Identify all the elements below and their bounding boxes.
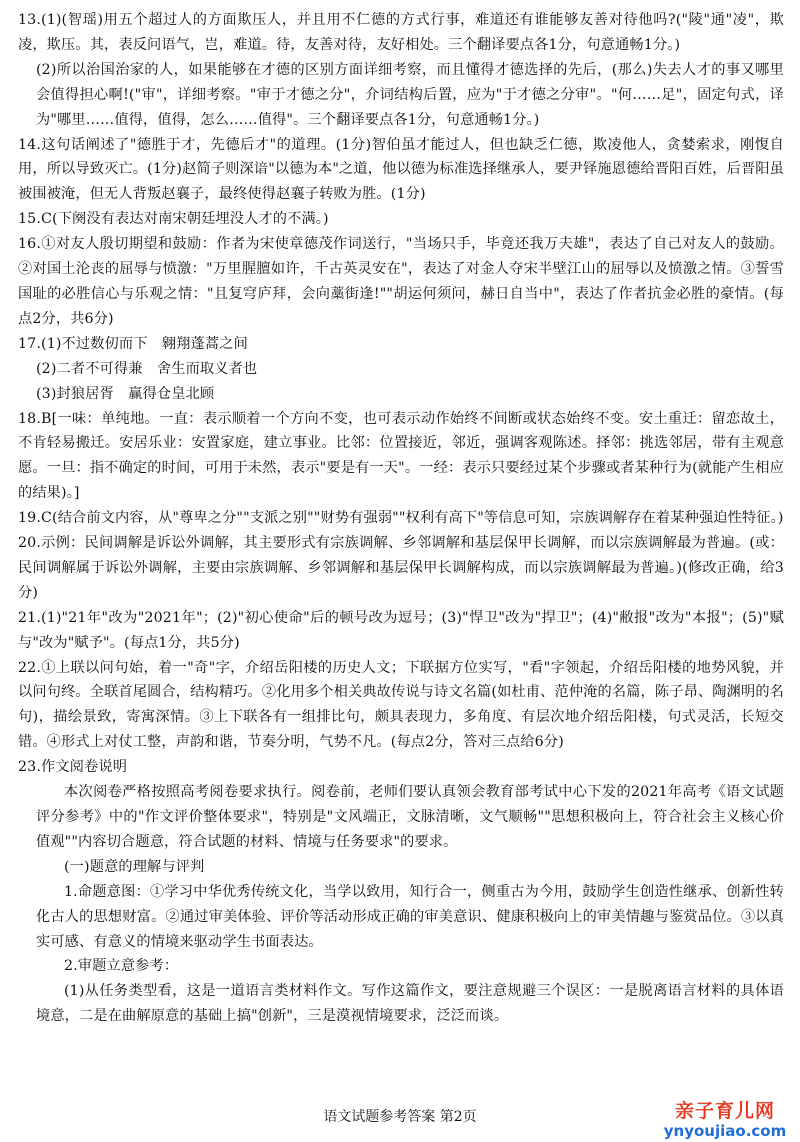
answer-paragraph: 20.示例：民间调解是诉讼外调解，其主要形式有宗族调解、乡邻调解和基层保甲长调解，而以宗族调解最为普遍。(或：民间调解属于诉讼外调解，主要由宗族调解、乡邻调解和基层保甲长调解构成，而以宗族调解最为普遍。)(修改正确，给3分) (18, 535, 784, 601)
answer-paragraph: 2.审题立意参考： (64, 958, 179, 975)
answer-paragraph: 1.命题意图：①学习中华优秀传统文化，当学以致用，知行合一，侧重古为今用，鼓励学生创造性继承、创新性转化古人的思想财富。②通过审美体验、评价等活动形成正确的审美意识、健康积极向上的审美情趣与鉴赏品位。③以真实可感、有意义的情境来驱动学生书面表达。 (36, 883, 784, 950)
answer-paragraph: 16.①对友人殷切期望和鼓励：作者为宋使章德茂作词送行，"当场只手，毕竟还我万夫雄"，表达了自己对友人的鼓励。②对国土沦丧的屈辱与愤激："万里腥膻如许，千古英灵安在"，表达了对金人夺宋半壁江山的屈辱以及愤激之情。③誓雪国耻的必胜信心与乐观之情："且复穹庐拜，会向藁街逢!""胡运何须问，赫日自当中"，表达了作者抗金必胜的豪情。(每点2分，共6分) (18, 236, 784, 327)
answer-paragraph: 19.C(结合前文内容，从"尊卑之分""支派之别""财势有强弱""权利有高下"等信息可知，宗族调解存在着某种强迫性特征。) (18, 510, 784, 527)
answer-paragraph: 23.作文阅卷说明 (18, 759, 128, 776)
answer-paragraph: (2)所以治国治家的人，如果能够在才德的区别方面详细考察，而且懂得才德选择的先后，(那么)失去人才的事又哪里会值得担心啊!("审"，详细考察。"审于才德之分"，介词结构后置，应为"于才德之分审"。"何……足"，固定句式，译为"哪里……值得，值得，怎么……值得"。三个翻译要点各1分，句意通畅1分。) (36, 61, 784, 128)
answer-paragraph: (3)封狼居胥 赢得仓皇北顾 (36, 385, 215, 402)
answer-paragraph: 18.B[一味：单纯地。一直：表示顺着一个方向不变，也可表示动作始终不间断或状态始终不变。安土重迁：留恋故土，不肯轻易搬迁。安居乐业：安置家庭，建立事业。比邻：位置接近，邻近，强调客观陈述。择邻：挑选邻居，带有主观意愿。一旦：指不确定的时间，可用于未然，表示"要是有一天"。一经：表示只要经过某个步骤或者某种行为(就能产生相应的结果)。] (18, 410, 784, 502)
watermark-url: ynyoujiao.com (663, 1122, 787, 1140)
answer-paragraph: (2)二者不可得兼 舍生而取义者也 (36, 360, 258, 377)
answer-paragraph: 21.(1)"21年"改为"2021年"；(2)"初心使命"后的顿号改为逗号；(3)"悍卫"改为"捍卫"；(4)"敝报"改为"本报"；(5)"赋与"改为"赋予"。(每点1分，共5分) (18, 609, 784, 651)
answer-paragraph: 本次阅卷严格按照高考阅卷要求执行。阅卷前，老师们要认真领会教育部考试中心下发的2021年高考《语文试题评分参考》中的"作文评价整体要求"，特别是"文风端正，文脉清晰，文气顺畅""思想积极向上，符合社会主义核心价值观""内容切合题意，符合试题的材料、情境与任务要求"的要求。 (36, 784, 784, 850)
answer-paragraph: (1)从任务类型看，这是一道语言类材料作文。写作这篇作文，要注意规避三个误区：一是脱离语言材料的具体语境意，二是在曲解原意的基础上搞"创新"，三是漠视情境要求，泛泛而谈。 (36, 983, 784, 1025)
answer-paragraph: 15.C(下阕没有表达对南宋朝廷埋没人才的不满。) (18, 211, 329, 228)
answer-paragraph: 17.(1)不过数仞而下 翱翔蓬蒿之间 (18, 335, 248, 352)
answer-paragraph: 13.(1)(智瑶)用五个超过人的方面欺压人，并且用不仁德的方式行事，难道还有谁能够友善对待他吗?("陵"通"凌"，欺凌，欺压。其，表反问语气，岂，难道。待，友善对待，友好相处。三个翻译要点各1分，句意通畅1分。) (18, 12, 784, 53)
answer-paragraph: 14.这句话阐述了"德胜于才，先德后才"的道理。(1分)智伯虽才能过人，但也缺乏仁德，欺凌他人，贪婪索求，刚愎自用，所以导致灭亡。(1分)赵简子则深谙"以德为本"之道，他以德为标准选择继承人，要尹铎施恩德给晋阳百姓，后晋阳虽被围被淹，但无人背叛赵襄子，最终使得赵襄子转败为胜。(1分) (18, 136, 784, 203)
answer-paragraph: (一)题意的理解与评判 (64, 858, 205, 875)
page-footer: 语文试题参考答案 第2页 (323, 1109, 477, 1125)
answer-paragraph: 22.①上联以问句始，着一"奇"字，介绍岳阳楼的历史人文；下联据方位实写，"看"字领起，介绍岳阳楼的地势风貌，并以问句终。全联首尾圆合，结构精巧。②化用多个相关典故传说与诗文名篇(如杜甫、范仲淹的名篇，陈子昂、陶渊明的名句)，描绘景致，寄寓深情。③上下联各有一组排比句，颇具表现力，多角度、有层次地介绍岳阳楼，句式灵活，长短交错。④形式上对仗工整，声韵和谐，节奏分明，气势不凡。(每点2分，答对三点给6分) (18, 659, 784, 751)
answer-content (18, 8, 784, 1029)
watermark-logo[interactable] (654, 1100, 796, 1142)
watermark-site-name: 亲子育儿网 (674, 1100, 775, 1122)
